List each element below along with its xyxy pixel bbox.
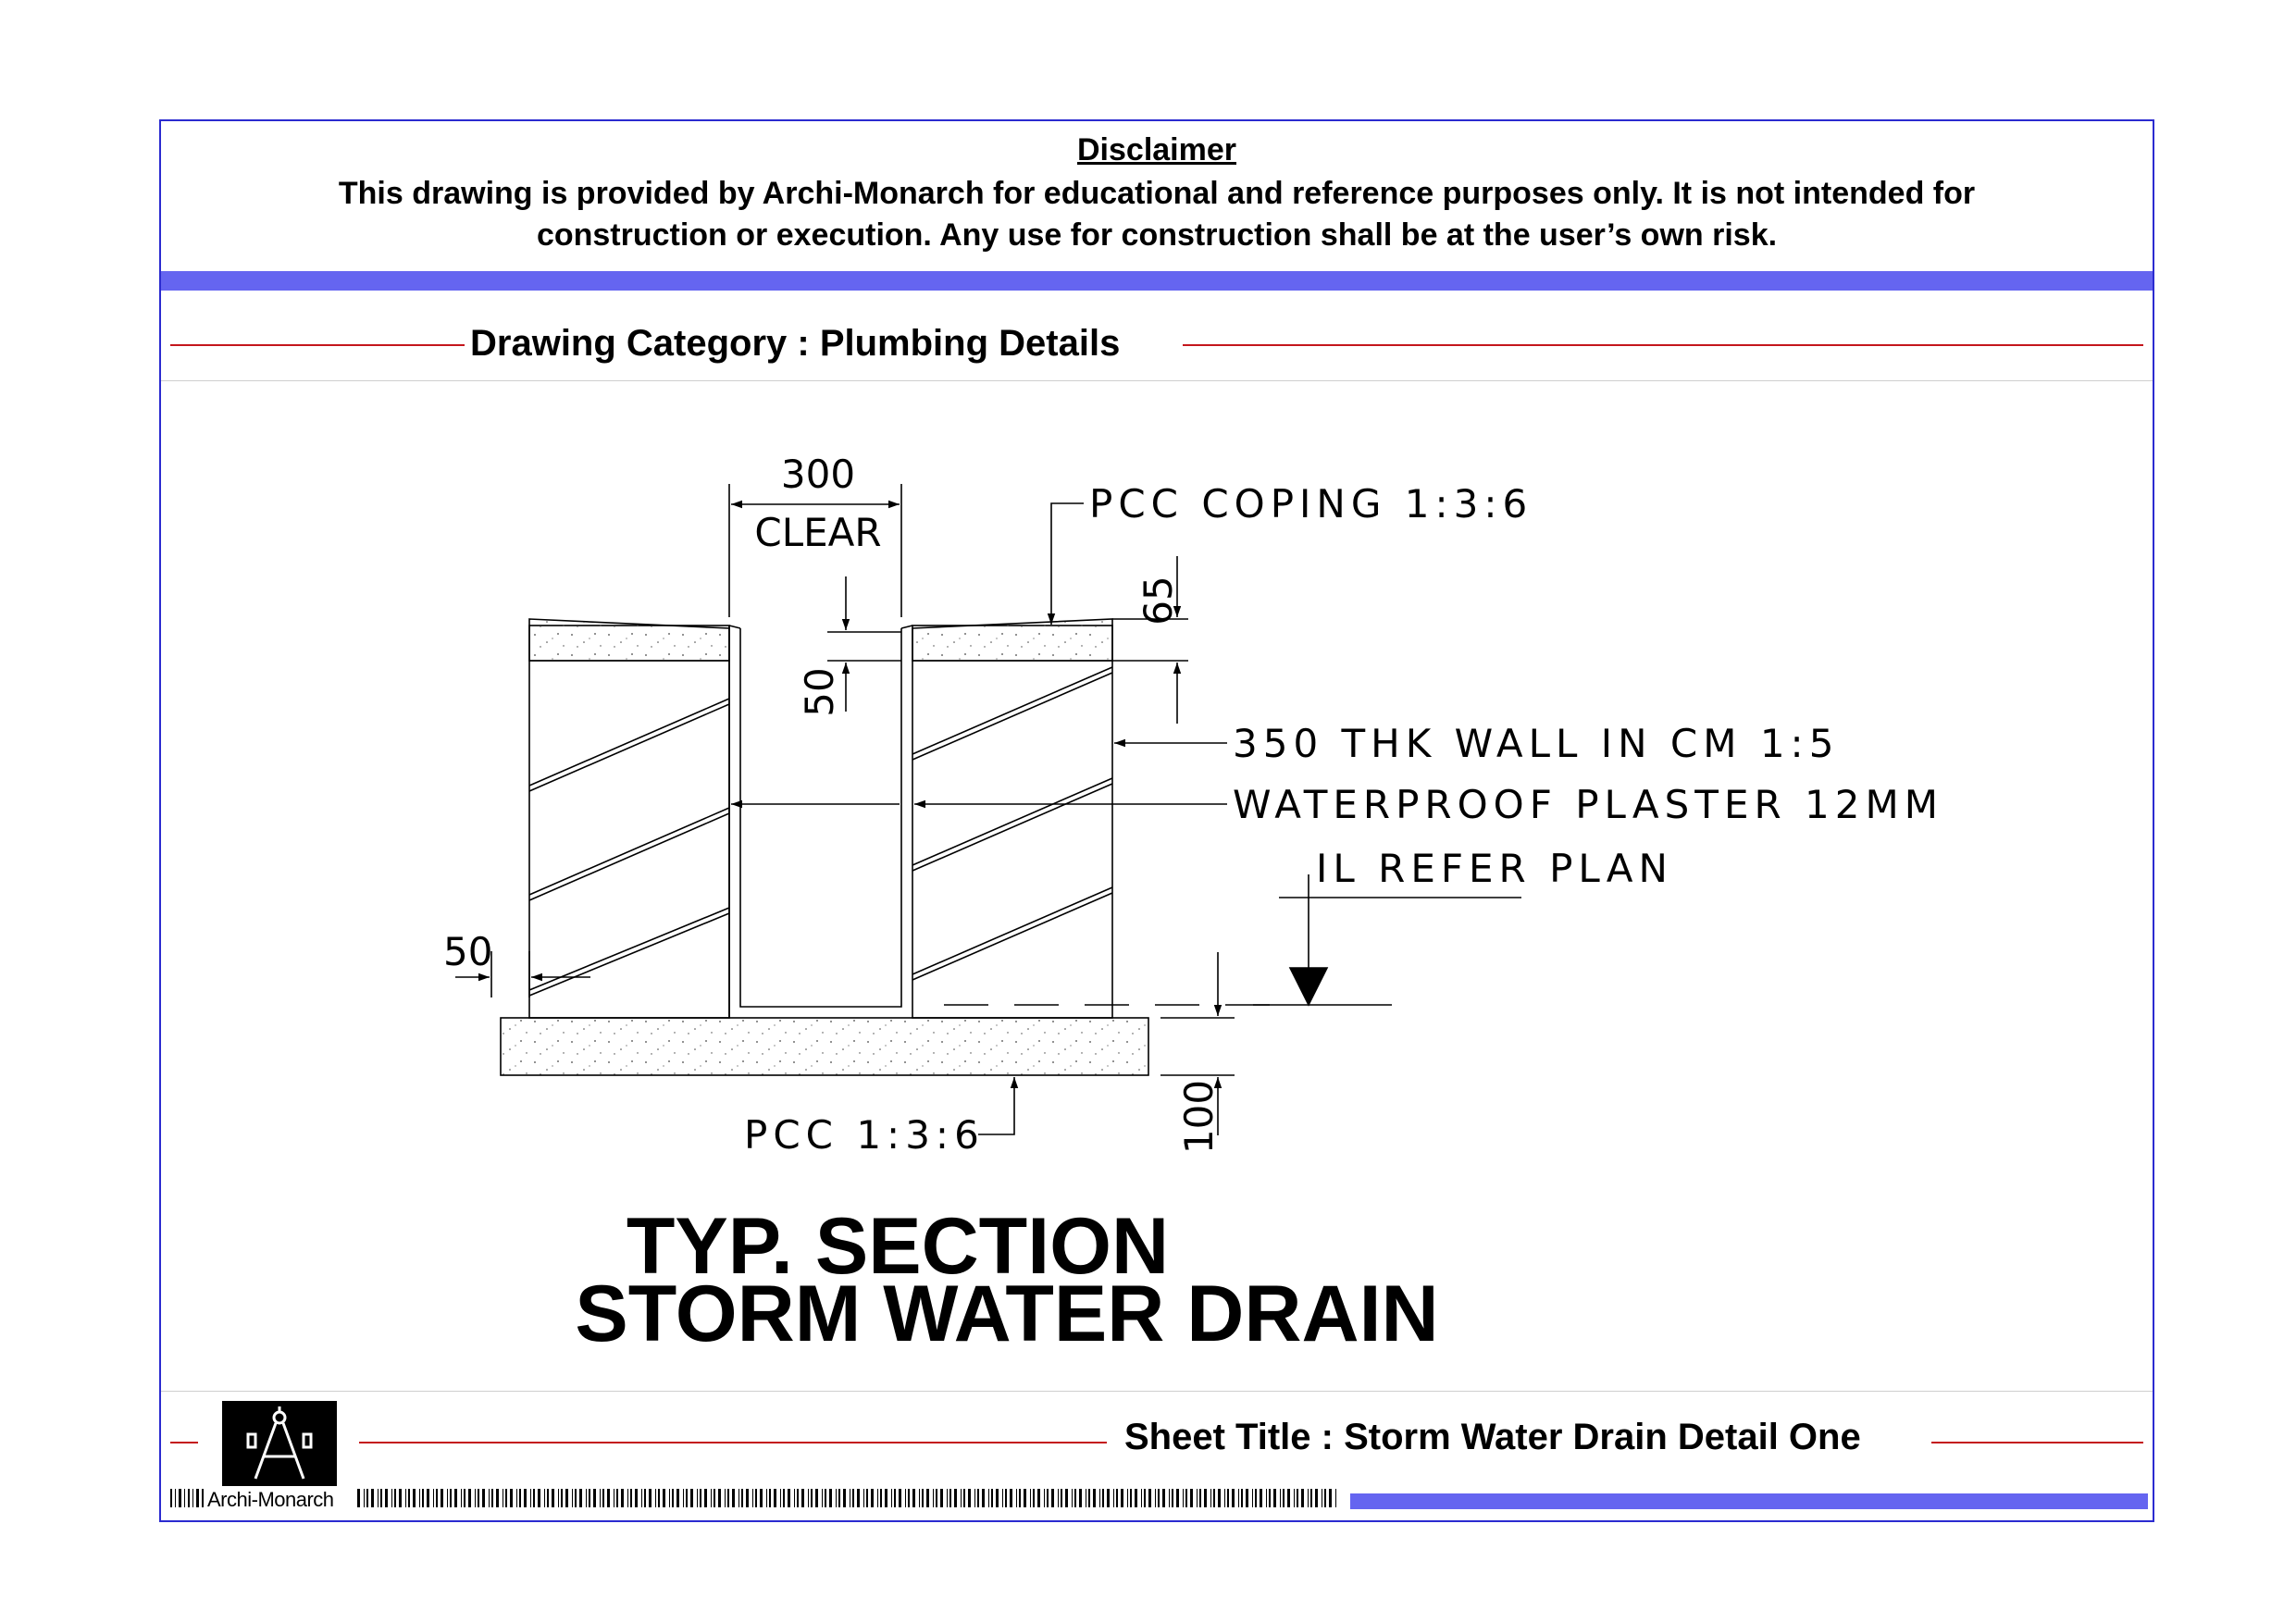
clear-dimension-value: 300 (780, 452, 856, 497)
footer-rule-middle (359, 1442, 1107, 1443)
invert-level-symbol (1290, 968, 1327, 1005)
footer-rule-left (170, 1442, 198, 1443)
il-label: IL REFER PLAN (1316, 846, 1673, 891)
drawing-category: Drawing Category : Plumbing Details (470, 323, 1121, 364)
wall-label: 350 THK WALL IN CM 1:5 (1233, 721, 1840, 766)
plaster-label: WATERPROOF PLASTER 12MM (1233, 782, 1943, 827)
pcc-base (501, 1018, 1148, 1075)
clear-dimension-label: CLEAR (754, 510, 882, 555)
disclaimer-line-1: This drawing is provided by Archi-Monarch for educational and reference purposes only. It is not intended for (338, 176, 1976, 211)
pcc-label: PCC 1:3:6 (744, 1112, 985, 1158)
footing-offset-dim: 50 (443, 929, 493, 974)
coping-label: PCC COPING 1:3:6 (1089, 481, 1533, 527)
compass-logo-icon (222, 1401, 337, 1486)
plaster-offset-dim: 50 (797, 667, 842, 717)
barcode-left (170, 1489, 205, 1507)
brand-name: Archi-Monarch (207, 1488, 334, 1511)
disclaimer-line-2: construction or execution. Any use for construction shall be at the user’s own risk. (536, 217, 1778, 253)
left-wall (529, 626, 729, 1018)
section-drawing (161, 121, 2153, 1380)
footer-separator (161, 1391, 2153, 1392)
drawing-title-line-1: TYP. SECTION (626, 1202, 1170, 1291)
barcode-strip (357, 1489, 1342, 1507)
coping-leader (1051, 503, 1084, 625)
disclaimer-title: Disclaimer (1077, 132, 1236, 167)
pcc-thickness-dim: 100 (1176, 1079, 1222, 1155)
footer-rule-right (1931, 1442, 2143, 1443)
drawing-title-line-2: STORM WATER DRAIN (575, 1270, 1439, 1358)
drawing-sheet (159, 119, 2154, 1522)
coping-thickness-dim: 65 (1136, 576, 1181, 626)
footer-blue-strip (1350, 1493, 2148, 1509)
sheet-title: Sheet Title : Storm Water Drain Detail One (1124, 1417, 1861, 1457)
